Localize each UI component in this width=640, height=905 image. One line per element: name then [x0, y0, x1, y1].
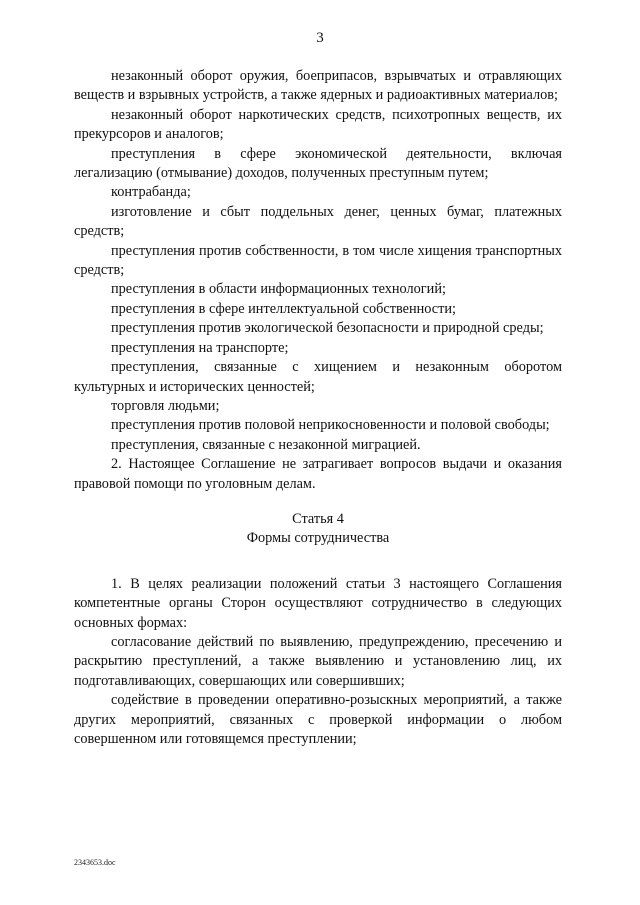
list-item: преступления на транспорте;: [111, 339, 289, 356]
list-item: преступления в сфере интеллектуальной собственности;: [111, 300, 456, 317]
list-item: преступления, связанные с хищением и незаконным оборотом культурных и исторических ценностей;: [74, 359, 562, 395]
footer-file-code: 2343653.doc: [74, 858, 116, 867]
article-paragraph: 1. В целях реализации положений статьи 3 настоящего Соглашения компетентные органы Сторон осуществляют сотрудничество в следующих основных формах:: [74, 575, 562, 631]
article-heading-block: [74, 510, 562, 549]
list-item: преступления в области информационных технологий;: [111, 281, 446, 298]
list-item: торговля людьми;: [111, 397, 220, 414]
article-paragraph: содействие в проведении оперативно-розыскных мероприятий, а также других мероприятий, связанных с проверкой информации о любом совершенном или готовящемся преступлении;: [74, 692, 562, 747]
list-item: преступления в сфере экономической деятельности, включая легализацию (отмывание) доходов, полученных преступным путем;: [74, 145, 562, 182]
article-body: [74, 575, 562, 750]
clause-paragraph: 2. Настоящее Соглашение не затрагивает вопросов выдачи и оказания правовой помощи по уголовным делам.: [74, 456, 562, 492]
article-title: Формы сотрудничества: [246, 530, 390, 547]
list-item: преступления против экологической безопасности и природной среды;: [111, 320, 544, 337]
document-body: [74, 67, 562, 749]
article-number: Статья 4: [292, 510, 344, 527]
list-item: незаконный оборот оружия, боеприпасов, взрывчатых и отравляющих веществ и взрывных устройств, а также ядерных и радиоактивных материалов;: [74, 68, 562, 104]
list-item: изготовление и сбыт поддельных денег, ценных бумаг, платежных средств;: [74, 203, 562, 240]
article-paragraph: согласование действий по выявлению, предупреждению, пресечению и раскрытию преступлений, а также выявлению и установлению лиц, их подготавливающих, совершающих или совершивших;: [74, 633, 562, 689]
list-item: преступления против половой неприкосновенности и половой свободы;: [111, 417, 550, 434]
list-item: преступления против собственности, в том числе хищения транспортных средств;: [74, 242, 562, 279]
page-number: 3: [316, 30, 324, 46]
list-item: контрабанда;: [111, 184, 191, 201]
list-item: незаконный оборот наркотических средств, психотропных веществ, их прекурсоров и аналогов;: [74, 106, 562, 143]
list-item: преступления, связанные с незаконной миграцией.: [111, 436, 421, 453]
crime-list: [74, 67, 562, 455]
